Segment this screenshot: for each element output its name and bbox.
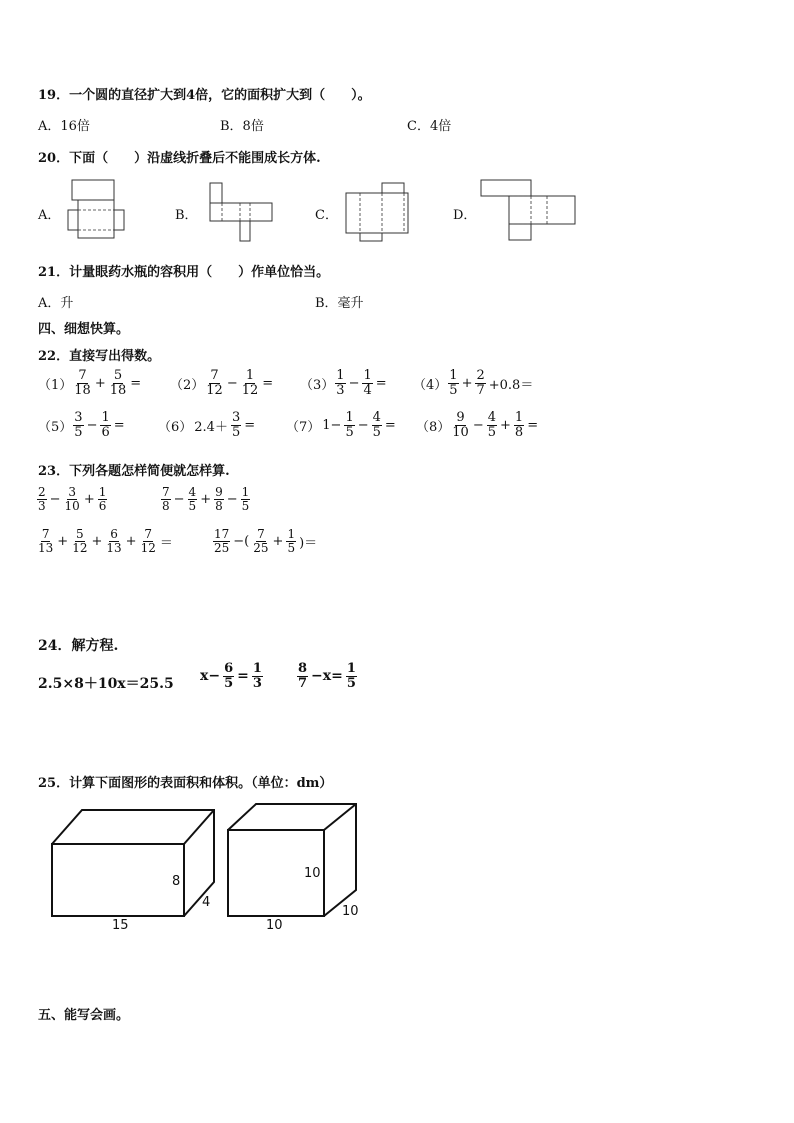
cuboid-figure-15x8x4 (48, 806, 220, 918)
fraction (214, 486, 224, 512)
q24-equation-2 (198, 662, 264, 690)
numerator: 5 (76, 527, 84, 541)
fraction (346, 662, 357, 690)
operator: + (200, 491, 212, 507)
denominator: 5 (74, 424, 83, 440)
denominator: 12 (206, 382, 223, 398)
q23-stem: 23．下列各题怎样简便就怎样算. (38, 464, 230, 479)
numerator: 1 (449, 368, 458, 383)
net-figure-c (346, 183, 412, 243)
numerator: 1 (241, 485, 250, 499)
denominator: 5 (449, 382, 458, 398)
fraction (140, 528, 157, 554)
denominator: 12 (140, 540, 156, 555)
q20-stem: 20．下面（ ）沿虚线折叠后不能围成长方体. (38, 151, 321, 166)
fraction (252, 662, 263, 690)
operator: x− (200, 668, 221, 685)
q22-item-3 (300, 369, 389, 397)
item-label: （7） (286, 419, 321, 435)
operator: −( (233, 533, 250, 549)
denominator: 18 (74, 382, 91, 398)
fraction (448, 369, 458, 397)
operator: + (91, 533, 103, 549)
numerator: 1 (287, 527, 296, 541)
denominator: 13 (106, 540, 122, 555)
operator: 2.4＋ (194, 419, 228, 435)
fraction (98, 486, 108, 512)
operator: )＝ (299, 535, 318, 551)
operator: + (500, 417, 511, 433)
fraction (335, 369, 345, 397)
fraction (100, 411, 110, 439)
fraction (213, 528, 230, 554)
q20-label-c[interactable]: C． (315, 208, 338, 223)
q22-stem: 22．直接写出得数。 (38, 349, 161, 364)
numerator: 3 (231, 410, 241, 425)
fraction (475, 369, 485, 397)
q22-item-2 (170, 369, 275, 397)
fraction (37, 486, 47, 512)
operator: − (86, 417, 98, 433)
denominator: 12 (72, 540, 88, 555)
fraction (161, 486, 171, 512)
operator: −x= (311, 668, 343, 685)
fraction (362, 369, 372, 397)
item-label: （2） (170, 377, 205, 393)
q23-item-3 (36, 528, 175, 554)
denominator: 25 (214, 540, 230, 555)
operator: + (125, 533, 137, 549)
operator: + (94, 375, 106, 391)
operator: + (461, 375, 473, 391)
numerator: 7 (41, 527, 50, 541)
fraction (205, 369, 224, 397)
net-figure-a (68, 178, 128, 242)
denominator: 5 (188, 498, 197, 513)
fraction (286, 528, 296, 554)
item-label: （5） (38, 419, 73, 435)
fraction (71, 528, 88, 554)
operator: = (375, 375, 387, 391)
denominator: 7 (476, 382, 485, 398)
fraction (73, 369, 92, 397)
operator: = (384, 417, 396, 433)
numerator: 7 (257, 527, 265, 541)
operator: − (357, 417, 369, 433)
item-label: （1） (38, 377, 73, 393)
q22-item-7 (286, 411, 398, 439)
numerator: 4 (487, 410, 497, 425)
numerator: 3 (74, 410, 83, 425)
q22-item-8 (416, 411, 540, 439)
denominator: 3 (252, 675, 262, 691)
q20-label-b[interactable]: B． (175, 208, 198, 223)
fraction (64, 486, 81, 512)
numerator: 3 (68, 485, 76, 499)
section-4-heading: 四、细想快算。 (38, 322, 130, 337)
denominator: 5 (346, 675, 356, 691)
q24-stem: 24．解方程. (38, 638, 119, 654)
denominator: 5 (345, 424, 354, 440)
numerator: 1 (346, 661, 356, 676)
numerator: 1 (345, 410, 354, 425)
fraction (109, 369, 128, 397)
fraction (231, 411, 241, 439)
denominator: 6 (98, 498, 107, 513)
denominator: 7 (298, 675, 308, 691)
operator: = (262, 375, 274, 391)
fraction (372, 411, 382, 439)
q25-stem: 25．计算下面图形的表面积和体积。（单位：dm） (38, 776, 333, 791)
q19-option-a[interactable]: A．16倍 (38, 119, 90, 134)
operator: − (226, 491, 238, 507)
fraction (344, 411, 354, 439)
numerator: 6 (224, 661, 234, 676)
denominator: 5 (231, 424, 241, 440)
item-label: （6） (158, 419, 193, 435)
numerator: 2 (476, 368, 485, 383)
denominator: 25 (253, 540, 269, 555)
numerator: 1 (245, 368, 255, 383)
denominator: 13 (38, 540, 54, 555)
fraction (451, 411, 470, 439)
fraction (188, 486, 198, 512)
operator: = (237, 668, 249, 685)
numerator: 7 (144, 527, 153, 541)
operator: = (130, 375, 142, 391)
numerator: 4 (188, 485, 197, 499)
q22-item-1 (38, 369, 143, 397)
q22-item-5 (38, 411, 127, 439)
numerator: 17 (214, 527, 230, 541)
numerator: 6 (110, 527, 118, 541)
q19-stem: 19．一个圆的直径扩大到4倍，它的面积扩大到（ ）。 (38, 88, 371, 103)
numerator: 8 (298, 661, 308, 676)
operator: − (173, 491, 185, 507)
fraction (73, 411, 83, 439)
cube-depth-label: 10 (342, 904, 359, 919)
denominator: 4 (363, 382, 372, 398)
denominator: 18 (109, 382, 127, 398)
operator: − (472, 417, 484, 433)
numerator: 1 (252, 661, 262, 676)
q20-label-a[interactable]: A． (38, 208, 61, 223)
cuboid-1-depth-label: 4 (202, 895, 211, 910)
fraction (241, 369, 260, 397)
denominator: 5 (487, 424, 497, 440)
operator: − (348, 375, 360, 391)
numerator: 5 (113, 368, 123, 383)
cuboid-1-length-label: 15 (112, 918, 129, 933)
numerator: 1 (98, 485, 107, 499)
fraction (297, 662, 308, 690)
denominator: 3 (336, 382, 345, 398)
denominator: 10 (452, 424, 469, 440)
cuboid-1-height-label: 8 (172, 874, 181, 889)
operator: + (83, 491, 95, 507)
operator: + (272, 533, 284, 549)
numerator: 7 (78, 368, 87, 383)
numerator: 9 (215, 485, 223, 499)
numerator: 7 (210, 368, 219, 383)
q21-stem: 21．计量眼药水瓶的容积用（ ）作单位恰当。 (38, 265, 330, 280)
fraction (241, 486, 251, 512)
q23-item-2 (160, 486, 251, 512)
denominator: 10 (64, 498, 80, 513)
cube-length-label: 10 (266, 918, 283, 933)
denominator: 8 (215, 498, 223, 513)
item-label: （8） (416, 419, 451, 435)
denominator: 5 (372, 424, 381, 440)
section-5-heading: 五、能写会画。 (38, 1008, 130, 1023)
item-label: （3） (300, 377, 335, 393)
operator: = (113, 417, 125, 433)
q23-item-1 (36, 486, 108, 512)
denominator: 5 (241, 498, 250, 513)
q19-option-c[interactable]: C．4倍 (407, 119, 452, 134)
numerator: 1 (336, 368, 345, 383)
q21-option-b[interactable]: B．毫升 (315, 296, 364, 311)
cube-figure-10x10x10 (226, 802, 360, 920)
numerator: 2 (38, 485, 46, 499)
q19-option-b[interactable]: B．8倍 (220, 119, 264, 134)
fraction (37, 528, 54, 554)
denominator: 5 (224, 675, 234, 691)
operator: = (527, 417, 539, 433)
net-figure-b (208, 183, 278, 243)
fraction (105, 528, 122, 554)
q20-label-d[interactable]: D． (453, 208, 477, 223)
q23-item-4 (212, 528, 319, 554)
denominator: 6 (101, 424, 110, 440)
numerator: 1 (363, 368, 372, 383)
operator: − (49, 491, 61, 507)
q22-item-4 (413, 369, 535, 397)
numerator: 4 (372, 410, 381, 425)
fraction (252, 528, 269, 554)
denominator: 8 (514, 424, 524, 440)
operator: + (57, 533, 69, 549)
item-label: （4） (413, 377, 448, 393)
numerator: 1 (514, 410, 524, 425)
net-figure-d (481, 180, 579, 242)
fraction (487, 411, 497, 439)
operator: = (244, 417, 256, 433)
numerator: 1 (101, 410, 110, 425)
q21-option-a[interactable]: A．升 (38, 296, 74, 311)
q22-item-6 (158, 411, 257, 439)
denominator: 5 (287, 540, 296, 555)
operator: 1− (322, 417, 342, 433)
denominator: 8 (162, 498, 170, 513)
numerator: 9 (456, 410, 465, 425)
q24-equation-3 (296, 662, 358, 690)
cube-height-label: 10 (304, 866, 321, 881)
denominator: 3 (38, 498, 46, 513)
fraction (514, 411, 524, 439)
operator: − (226, 375, 238, 391)
operator: +0.8＝ (488, 377, 534, 393)
q24-equation-1: 2.5×8＋10x＝25.5 (38, 676, 174, 692)
numerator: 7 (162, 485, 170, 499)
denominator: 12 (241, 382, 259, 398)
operator: ＝ (159, 535, 173, 551)
fraction (223, 662, 234, 690)
